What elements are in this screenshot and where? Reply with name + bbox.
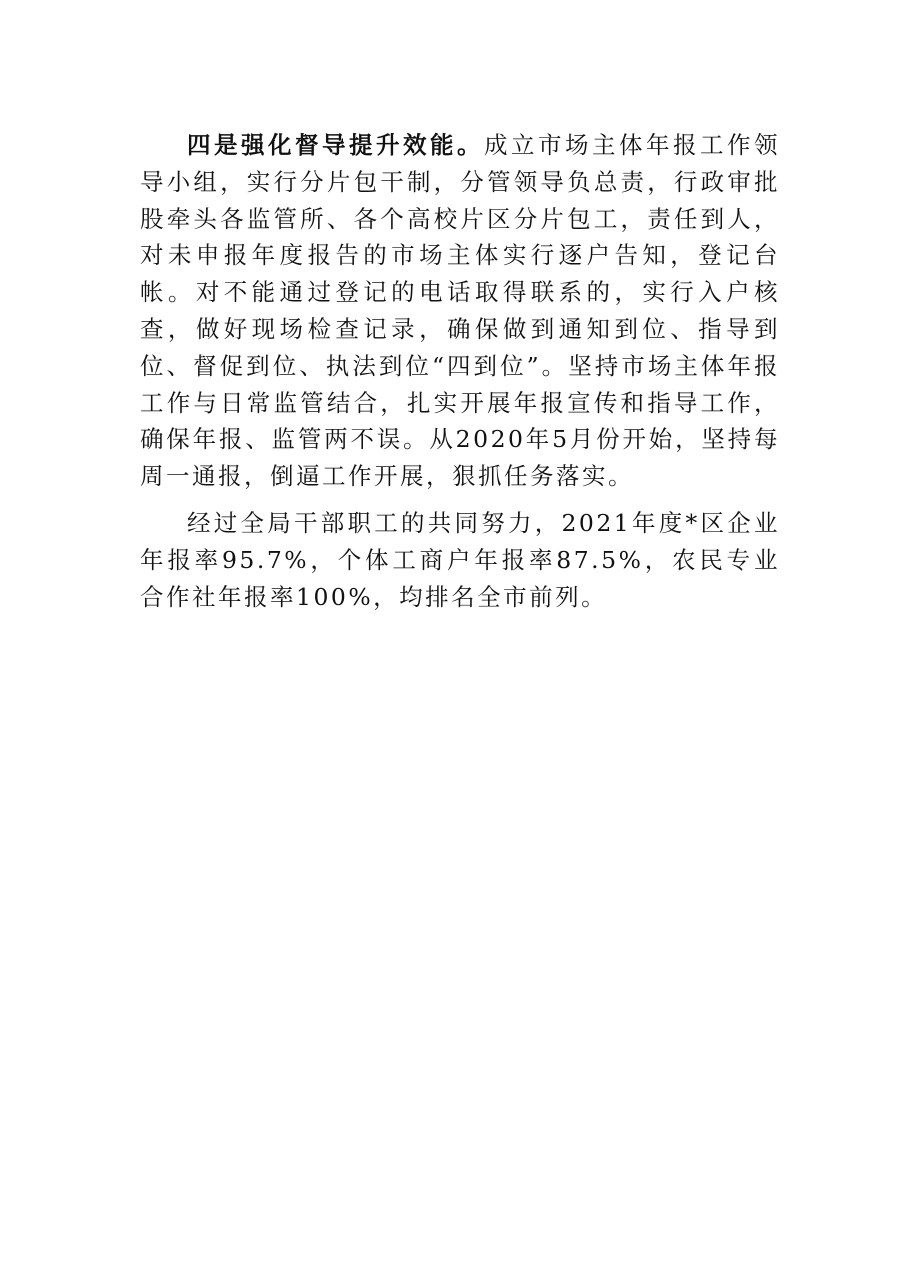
paragraph-supervision bbox=[140, 127, 780, 495]
paragraph-results bbox=[140, 505, 780, 615]
paragraph-heading: 四是强化督导提升效能。 bbox=[187, 131, 484, 159]
paragraph-text: 经过全局干部职工的共同努力，2021年度*区企业年报率95.7%，个体工商户年报率87.5%，农民专业合作社年报率100%，均排名全市前列。 bbox=[140, 508, 780, 611]
paragraph-text: 成立市场主体年报工作领导小组，实行分片包干制，分管领导负总责，行政审批股牵头各监管所、各个高校片区分片包工，责任到人，对未申报年度报告的市场主体实行逐户告知，登记台帐。对不能通过登记的电话取得联系的，实行入户核查，做好现场检查记录，确保做到通知到位、指导到位、督促到位、执法到位“四到位”。坚持市场主体年报工作与日常监管结合，扎实开展年报宣传和指导工作，确保年报、监管两不误。从2020年5月份开始，坚持每周一通报，倒逼工作开展，狠抓任务落实。 bbox=[140, 131, 780, 491]
document-body bbox=[140, 127, 780, 615]
